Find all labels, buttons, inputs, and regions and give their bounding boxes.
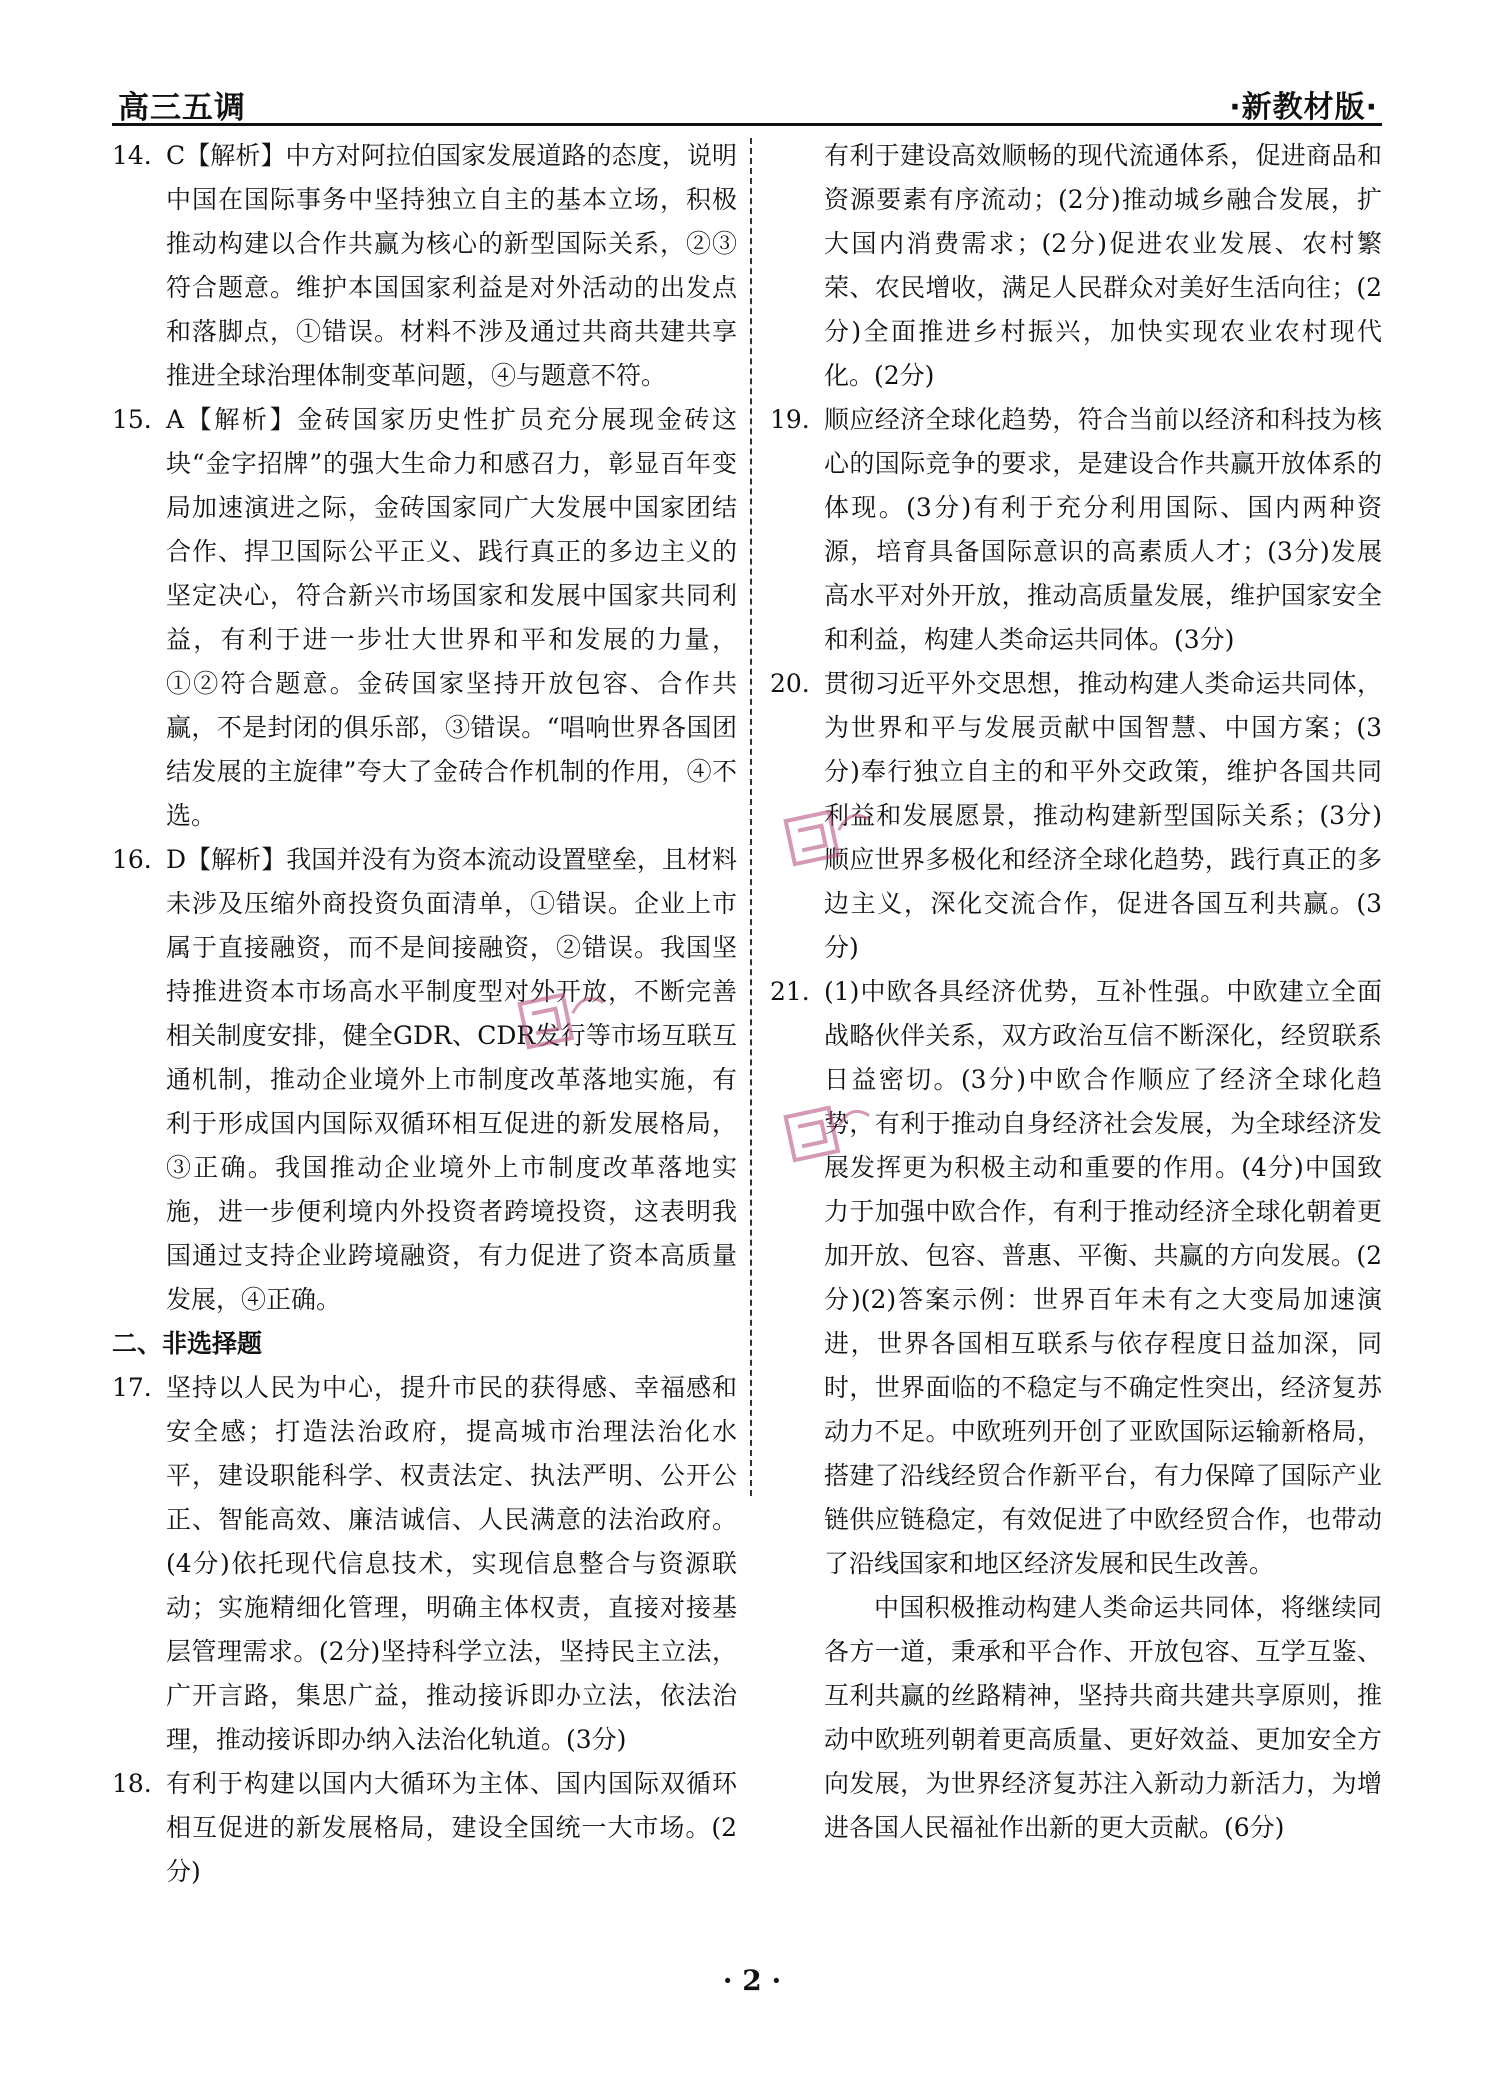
page-header	[112, 78, 1382, 126]
answer-21	[770, 970, 1382, 1586]
answer-16	[112, 838, 737, 1322]
header-rule	[112, 123, 1382, 126]
answer-number: 16.	[112, 845, 152, 874]
answer-14	[112, 134, 737, 398]
answer-text: 有利于建设高效顺畅的现代流通体系，促进商品和资源要素有序流动；(2分)推动城乡融合发展，扩大国内消费需求；(2分)促进农业发展、农村繁荣、农民增收，满足人民群众对美好生活向往；(2分)全面推进乡村振兴，加快实现农业农村现代化。(2分)	[824, 141, 1382, 390]
header-right-edition: ·新教材版·	[1229, 90, 1378, 125]
answer-text: 有利于构建以国内大循环为主体、国内国际双循环相互促进的新发展格局，建设全国统一大市场。(2分)	[166, 1769, 737, 1886]
answer-number: 14.	[112, 141, 152, 170]
column-divider	[750, 138, 752, 1496]
answer-text: 贯彻习近平外交思想，推动构建人类命运共同体，为世界和平与发展贡献中国智慧、中国方案；(3分)奉行独立自主的和平外交政策，维护各国共同利益和发展愿景，推动构建新型国际关系；(3分)顺应世界多极化和经济全球化趋势，践行真正的多边主义，深化交流合作，促进各国互利共赢。(3分)	[824, 669, 1382, 962]
answer-number: 21.	[770, 977, 810, 1006]
left-column	[112, 134, 737, 1894]
header-left-title: 高三五调	[118, 90, 246, 126]
answer-19	[770, 398, 1382, 662]
page-number: · 2 ·	[722, 1964, 782, 1997]
answer-21-paragraph: 中国积极推动构建人类命运共同体，将继续同各方一道，秉承和平合作、开放包容、互学互鉴、互利共赢的丝路精神，坚持共商共建共享原则，推动中欧班列朝着更高质量、更好效益、更加安全方向发展，为世界经济复苏注入新动力新活力，为增进各国人民福祉作出新的更大贡献。(6分)	[824, 1593, 1382, 1842]
answer-number: 18.	[112, 1769, 152, 1798]
answer-18	[112, 1762, 737, 1894]
answer-number: 19.	[770, 405, 810, 434]
right-column	[770, 134, 1382, 1850]
answer-text: (1)中欧各具经济优势，互补性强。中欧建立全面战略伙伴关系，双方政治互信不断深化，经贸联系日益密切。(3分)中欧合作顺应了经济全球化趋势，有利于推动自身经济社会发展，为全球经济发展发挥更为积极主动和重要的作用。(4分)中国致力于加强中欧合作，有利于推动经济全球化朝着更加开放、包容、普惠、平衡、共赢的方向发展。(2分)(2)答案示例：世界百年未有之大变局加速演进，世界各国相互联系与依存程度日益加深，同时，世界面临的不稳定与不确定性突出，经济复苏动力不足。中欧班列开创了亚欧国际运输新格局，搭建了沿线经贸合作新平台，有力保障了国际产业链供应链稳定，有效促进了中欧经贸合作，也带动了沿线国家和地区经济发展和民生改善。	[824, 977, 1382, 1578]
answer-18-continued	[770, 134, 1382, 398]
answer-text: D【解析】我国并没有为资本流动设置壁垒，且材料未涉及压缩外商投资负面清单，①错误。企业上市属于直接融资，而不是间接融资，②错误。我国坚持推进资本市场高水平制度型对外开放，不断完善相关制度安排，健全GDR、CDR发行等市场互联互通机制，推动企业境外上市制度改革落地实施，有利于形成国内国际双循环相互促进的新发展格局，③正确。我国推动企业境外上市制度改革落地实施，进一步便利境内外投资者跨境投资，这表明我国通过支持企业跨境融资，有力促进了资本高质量发展，④正确。	[166, 845, 737, 1314]
section-heading: 二、非选择题	[112, 1329, 263, 1358]
answer-text: 坚持以人民为中心，提升市民的获得感、幸福感和安全感；打造法治政府，提高城市治理法治化水平，建设职能科学、权责法定、执法严明、公开公正、智能高效、廉洁诚信、人民满意的法治政府。(4分)依托现代信息技术，实现信息整合与资源联动；实施精细化管理，明确主体权责，直接对接基层管理需求。(2分)坚持科学立法，坚持民主立法，广开言路，集思广益，推动接诉即办立法，依法治理，推动接诉即办纳入法治化轨道。(3分)	[166, 1373, 737, 1754]
answer-number: 15.	[112, 405, 152, 434]
answer-number: 20.	[770, 669, 810, 698]
answer-text: A【解析】金砖国家历史性扩员充分展现金砖这块“金字招牌”的强大生命力和感召力，彰显百年变局加速演进之际，金砖国家同广大发展中国家团结合作、捍卫国际公平正义、践行真正的多边主义的坚定决心，符合新兴市场国家和发展中国家共同利益，有利于进一步壮大世界和平和发展的力量，①②符合题意。金砖国家坚持开放包容、合作共赢，不是封闭的俱乐部，③错误。“唱响世界各国团结发展的主旋律”夸大了金砖合作机制的作用，④不选。	[166, 405, 737, 830]
answer-text: 顺应经济全球化趋势，符合当前以经济和科技为核心的国际竞争的要求，是建设合作共赢开放体系的体现。(3分)有利于充分利用国际、国内两种资源，培育具备国际意识的高素质人才；(3分)发展高水平对外开放，推动高质量发展，维护国家安全和利益，构建人类命运共同体。(3分)	[824, 405, 1382, 654]
answer-number: 17.	[112, 1373, 152, 1402]
answer-17	[112, 1366, 737, 1762]
answer-15	[112, 398, 737, 838]
answer-text: C【解析】中方对阿拉伯国家发展道路的态度，说明中国在国际事务中坚持独立自主的基本立场，积极推动构建以合作共赢为核心的新型国际关系，②③符合题意。维护本国国家利益是对外活动的出发点和落脚点，①错误。材料不涉及通过共商共建共享推进全球治理体制变革问题，④与题意不符。	[166, 141, 737, 390]
